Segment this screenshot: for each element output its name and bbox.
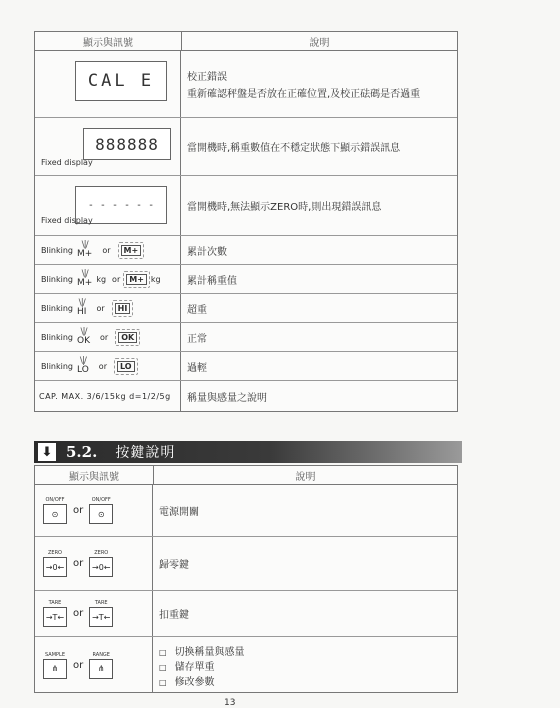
table-row	[35, 294, 457, 323]
row-description: 電源開關	[159, 507, 199, 518]
table-row	[35, 381, 457, 411]
or-label: or	[96, 303, 105, 313]
unit-label: kg	[96, 274, 107, 284]
blinking-indicator-icon: \|/ LO	[77, 356, 89, 375]
on-off-key-icon: ON/OFF ⊙	[43, 497, 67, 524]
header-description: 說明	[295, 471, 316, 483]
unit-label: kg	[150, 274, 161, 284]
header-description: 說明	[309, 37, 330, 49]
blinking-label: Blinking	[41, 361, 74, 371]
table-row	[35, 537, 457, 591]
section-title: 按鍵說明	[115, 445, 176, 461]
boxed-indicator-icon: M+	[121, 245, 142, 256]
boxed-indicator-icon: HI	[115, 303, 131, 314]
key-table	[34, 465, 458, 693]
section-header	[34, 441, 462, 463]
blinking-label: Blinking	[41, 274, 74, 284]
list-item: □ 切換稱量與感量	[159, 643, 245, 658]
table-row	[35, 118, 457, 176]
fixed-display-label: Fixed display	[41, 216, 93, 225]
row-description: 累計稱重值	[187, 275, 237, 287]
or-label: or	[98, 361, 107, 371]
table-row	[35, 352, 457, 381]
boxed-indicator-icon: M+	[126, 274, 147, 285]
key-table-header	[35, 466, 457, 485]
row-description: 正常	[187, 333, 207, 345]
blinking-indicator-icon: \|/ M+	[77, 240, 93, 259]
row-description: 扣重鍵	[159, 610, 189, 621]
status-table-header	[35, 32, 457, 51]
or-label: or	[100, 332, 109, 342]
lcd-display: 888888	[83, 128, 171, 160]
or-label: or	[73, 659, 84, 671]
table-row	[35, 323, 457, 352]
list-item: □ 修改參數	[159, 673, 245, 688]
zero-key-icon: ZERO →0←	[43, 550, 67, 577]
range-key-icon: RANGE ⋔	[89, 652, 113, 679]
row-description: 校正錯誤	[187, 72, 227, 83]
row-description: 當開機時,稱重數值在不穩定狀態下顯示錯誤訊息	[187, 143, 401, 154]
row-description: 重新確認秤盤是否放在正確位置,及校正砝碼是否過重	[187, 89, 421, 100]
function-list	[159, 643, 245, 688]
lcd-display: CAL E	[75, 61, 167, 101]
lcd-display: - - - - - -	[75, 186, 167, 224]
zero-key-icon: ZERO →0←	[89, 550, 113, 577]
section-number: 5.2.	[66, 443, 98, 461]
boxed-indicator-icon: LO	[117, 361, 135, 372]
row-description: 當開機時,無法顯示ZERO時,則出現錯誤訊息	[187, 202, 382, 213]
sample-key-icon: SAMPLE ⋔	[43, 652, 67, 679]
table-row	[35, 485, 457, 537]
row-description: 累計次數	[187, 246, 227, 258]
header-display: 顯示與訊號	[35, 32, 182, 50]
blinking-indicator-icon: \|/ OK	[77, 327, 91, 346]
row-description: 歸零鍵	[159, 560, 189, 571]
on-off-key-icon: ON/OFF ⊙	[89, 497, 113, 524]
blinking-label: Blinking	[41, 303, 74, 313]
or-label: or	[102, 245, 111, 255]
row-description: 過輕	[187, 362, 207, 374]
boxed-indicator-icon: OK	[118, 332, 137, 343]
table-row	[35, 637, 457, 693]
blinking-indicator-icon: \|/ M+	[77, 269, 93, 288]
or-label: or	[73, 558, 84, 569]
or-label: or	[73, 505, 84, 516]
tare-key-icon: TARE →T←	[89, 600, 113, 627]
or-label: or	[112, 274, 121, 284]
blinking-label: Blinking	[41, 332, 74, 342]
table-row	[35, 51, 457, 118]
table-row	[35, 236, 457, 265]
header-display: 顯示與訊號	[35, 466, 154, 484]
capacity-spec: CAP. MAX. 3/6/15kg d=1/2/5g	[39, 391, 171, 401]
page-number: 13	[224, 698, 236, 708]
blinking-label: Blinking	[41, 245, 74, 255]
row-description: 超重	[187, 304, 207, 316]
status-table	[34, 31, 458, 412]
or-label: or	[73, 608, 84, 619]
list-item: □ 儲存單重	[159, 658, 245, 673]
tare-key-icon: TARE →T←	[43, 600, 67, 627]
blinking-indicator-icon: \|/ HI	[77, 298, 87, 317]
table-row	[35, 265, 457, 294]
down-arrow-icon: ⬇	[38, 443, 56, 461]
row-description: 稱量與感量之說明	[187, 392, 267, 404]
fixed-display-label: Fixed display	[41, 158, 93, 167]
table-row	[35, 591, 457, 637]
table-row	[35, 176, 457, 236]
